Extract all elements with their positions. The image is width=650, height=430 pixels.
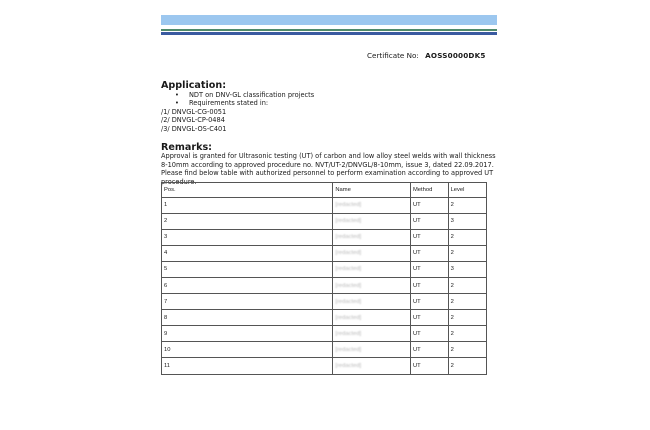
reference-item: /3/ DNVGL-OS-C401 <box>161 124 227 133</box>
cell-pos: 7 <box>162 294 333 310</box>
cell-pos: 9 <box>162 326 333 342</box>
application-heading: Application: <box>161 80 227 91</box>
table-row <box>162 229 487 245</box>
application-bullet: • Requirements stated in: <box>175 99 269 108</box>
cell-name: [redacted] <box>333 358 411 374</box>
cell-name: [redacted] <box>333 213 411 229</box>
certificate-number: AOSS0000DK5 <box>425 51 486 60</box>
cell-level: 3 <box>448 213 486 229</box>
certificate-number-line <box>367 51 486 60</box>
header-band-navy <box>161 32 497 35</box>
personnel-table <box>161 182 487 375</box>
cell-pos: 4 <box>162 245 333 261</box>
cell-level: 2 <box>448 294 486 310</box>
remarks-heading: Remarks: <box>161 142 213 153</box>
table-row <box>162 342 487 358</box>
cell-level: 2 <box>448 197 486 213</box>
table-row <box>162 277 487 293</box>
cell-method: UT <box>410 197 448 213</box>
cell-level: 2 <box>448 245 486 261</box>
cell-level: 2 <box>448 358 486 374</box>
cell-level: 2 <box>448 342 486 358</box>
cell-method: UT <box>410 326 448 342</box>
cell-pos: 11 <box>162 358 333 374</box>
cell-pos: 3 <box>162 229 333 245</box>
application-bullet: • NDT on DNV-GL classification projects <box>175 91 315 99</box>
cell-name: [redacted] <box>333 326 411 342</box>
cell-level: 2 <box>448 229 486 245</box>
table-row <box>162 294 487 310</box>
header-name: Name <box>333 183 411 198</box>
cell-method: UT <box>410 358 448 374</box>
table-row <box>162 213 487 229</box>
cell-level: 2 <box>448 310 486 326</box>
cell-pos: 1 <box>162 197 333 213</box>
cell-pos: 8 <box>162 310 333 326</box>
cell-name: [redacted] <box>333 277 411 293</box>
cell-method: UT <box>410 245 448 261</box>
header-band-light <box>161 15 497 25</box>
header-level: Level <box>448 183 486 198</box>
cell-method: UT <box>410 342 448 358</box>
remarks-text: Approval is granted for Ultrasonic testing (UT) of carbon and low alloy steel welds with wall thickness 8-10mm according to approved procedure no. NVT/UT-2/DNVGL/8-10mm, issue 3, dated 22.09.2017. Please find below table with authorized personnel to perform examination according to approved UT procedure. <box>161 152 496 186</box>
header-bands <box>161 15 497 35</box>
table-row <box>162 358 487 374</box>
table-row <box>162 197 487 213</box>
cell-name: [redacted] <box>333 245 411 261</box>
table-row <box>162 310 487 326</box>
cell-name: [redacted] <box>333 310 411 326</box>
cell-name: [redacted] <box>333 197 411 213</box>
reference-item: /2/ DNVGL-CP-0484 <box>161 116 225 125</box>
header-method: Method <box>410 183 448 198</box>
table-header-row <box>162 183 487 198</box>
table-row <box>162 326 487 342</box>
cell-level: 2 <box>448 277 486 293</box>
cell-level: 3 <box>448 261 486 277</box>
header-pos: Pos. <box>162 183 333 198</box>
cell-pos: 5 <box>162 261 333 277</box>
certificate-label: Certificate No: <box>367 51 419 60</box>
cell-name: [redacted] <box>333 261 411 277</box>
cell-method: UT <box>410 213 448 229</box>
cell-level: 2 <box>448 326 486 342</box>
cell-pos: 10 <box>162 342 333 358</box>
cell-name: [redacted] <box>333 342 411 358</box>
application-list <box>161 91 314 133</box>
cell-method: UT <box>410 294 448 310</box>
cell-pos: 6 <box>162 277 333 293</box>
cell-name: [redacted] <box>333 294 411 310</box>
cell-name: [redacted] <box>333 229 411 245</box>
cell-method: UT <box>410 277 448 293</box>
reference-item: /1/ DNVGL-CG-0051 <box>161 107 227 116</box>
cell-method: UT <box>410 229 448 245</box>
table-row <box>162 261 487 277</box>
table-row <box>162 245 487 261</box>
cell-pos: 2 <box>162 213 333 229</box>
cell-method: UT <box>410 310 448 326</box>
cell-method: UT <box>410 261 448 277</box>
